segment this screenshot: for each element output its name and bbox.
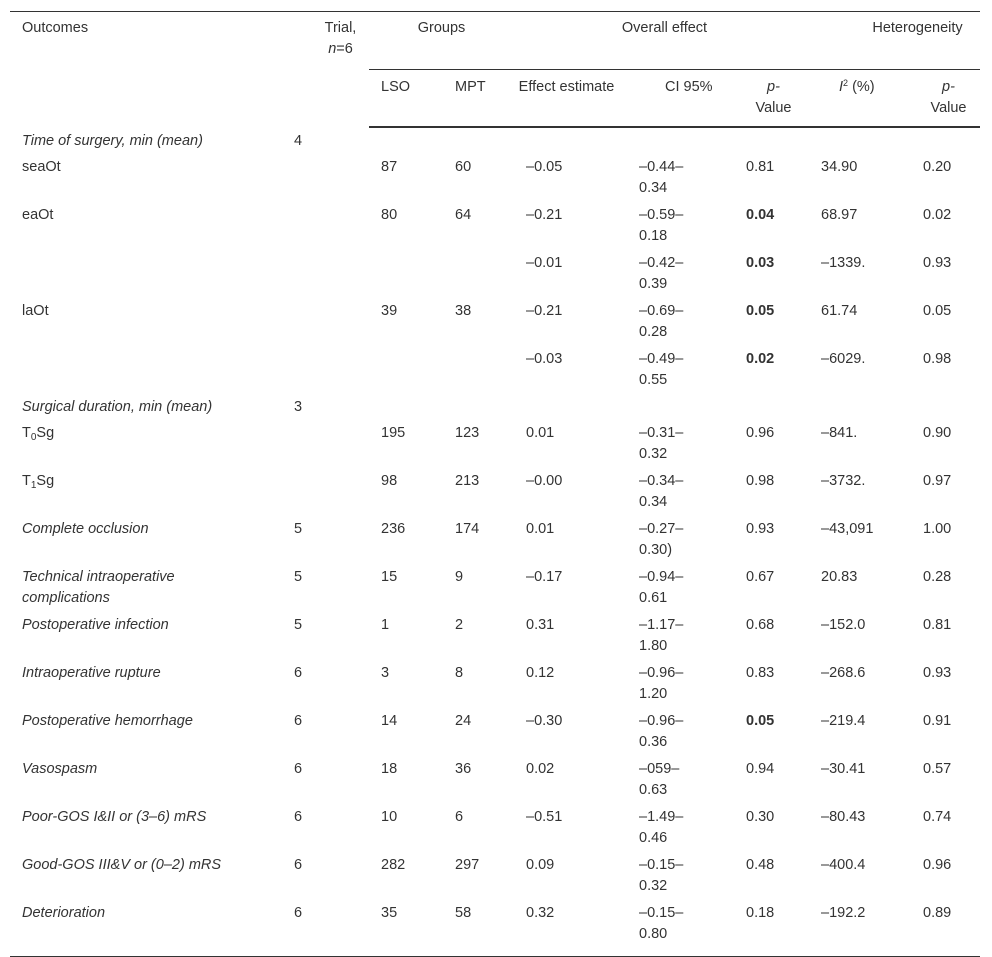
cell-outcome-subscript: 0 xyxy=(30,432,37,443)
ci-lower: –0.96– xyxy=(639,713,684,729)
header-i2-i: I xyxy=(839,79,844,95)
cell-p-value: 0.68 xyxy=(746,617,775,633)
ci-upper: 0.46 xyxy=(639,830,668,846)
cell-ci95 xyxy=(625,851,738,899)
cell-outcome: Good-GOS III&V or (0–2) mRS xyxy=(22,857,222,873)
cell-effect-estimate: 0.32 xyxy=(514,899,625,957)
table-row xyxy=(10,393,980,419)
table-row xyxy=(10,707,980,755)
cell-p-value: 0.05 xyxy=(746,713,775,729)
cell-effect-estimate: 0.09 xyxy=(526,857,555,873)
table-row xyxy=(10,611,980,659)
table-row xyxy=(10,153,980,201)
cell-ci95 xyxy=(625,803,738,851)
cell-het-p-value xyxy=(917,127,980,153)
table-row xyxy=(10,899,980,957)
ci-upper: 0.30) xyxy=(639,542,673,558)
ci-lower: –0.31– xyxy=(639,425,684,441)
cell-trial xyxy=(294,249,369,297)
cell-mpt xyxy=(443,127,514,153)
cell-outcome: Surgical duration, min (mean) xyxy=(22,399,213,415)
cell-i2: –6029. xyxy=(821,351,866,367)
cell-ci95 xyxy=(625,201,738,249)
cell-p-value: 0.05 xyxy=(746,303,775,319)
header-trial-n: n xyxy=(328,41,337,57)
cell-lso: 98 xyxy=(381,473,398,489)
cell-ci95 xyxy=(625,249,738,297)
cell-effect-estimate: –0.30 xyxy=(526,713,563,729)
cell-trial xyxy=(294,467,369,515)
cell-p-value: 0.30 xyxy=(746,809,775,825)
header-row-1 xyxy=(10,12,980,70)
ci-upper: 0.28 xyxy=(639,324,668,340)
cell-outcome-text: T xyxy=(22,425,31,441)
cell-mpt: 24 xyxy=(455,713,472,729)
cell-i2: –192.2 xyxy=(815,899,917,957)
cell-i2: 61.74 xyxy=(821,303,858,319)
header-lso: LSO xyxy=(369,70,443,128)
cell-mpt: 297 xyxy=(455,857,480,873)
cell-effect-estimate: –0.05 xyxy=(526,159,563,175)
table-row xyxy=(10,419,980,467)
cell-effect-estimate xyxy=(514,127,625,153)
cell-het-p-value: 0.97 xyxy=(923,473,952,489)
table-row xyxy=(10,127,980,153)
header-p-value xyxy=(738,70,815,128)
ci-upper: 1.20 xyxy=(639,686,668,702)
cell-p-value: 0.93 xyxy=(746,521,775,537)
cell-outcome: Postoperative hemorrhage xyxy=(22,713,193,729)
cell-p-value: 0.98 xyxy=(746,473,775,489)
ci-lower: –0.96– xyxy=(639,665,684,681)
cell-i2: –30.41 xyxy=(821,761,866,777)
cell-i2: –219.4 xyxy=(821,713,866,729)
cell-outcome: Intraoperative rupture xyxy=(22,665,161,681)
ci-lower: –0.69– xyxy=(639,303,684,319)
table-row xyxy=(10,249,980,297)
cell-effect-estimate: 0.01 xyxy=(526,425,555,441)
ci-upper: 0.18 xyxy=(639,228,668,244)
ci-lower: –0.15– xyxy=(639,857,684,873)
cell-mpt: 36 xyxy=(455,761,472,777)
cell-het-p-value: 0.57 xyxy=(923,761,952,777)
cell-lso xyxy=(369,127,443,153)
cell-effect-estimate xyxy=(514,393,625,419)
ci-lower: –0.15– xyxy=(639,905,684,921)
cell-trial: 6 xyxy=(294,899,369,957)
table-row xyxy=(10,563,980,611)
cell-lso: 195 xyxy=(381,425,406,441)
cell-p-value: 0.83 xyxy=(746,665,775,681)
header-mpt: MPT xyxy=(443,70,514,128)
cell-outcome: Poor-GOS I&II or (3–6) mRS xyxy=(22,809,207,825)
cell-mpt: 64 xyxy=(455,207,472,223)
cell-mpt: 2 xyxy=(455,617,464,633)
cell-mpt: 9 xyxy=(455,569,464,585)
cell-effect-estimate: –0.01 xyxy=(526,255,563,271)
cell-i2: –268.6 xyxy=(821,665,866,681)
cell-effect-estimate: –0.00 xyxy=(526,473,563,489)
header-groups: Groups xyxy=(369,12,514,70)
cell-het-p-value: 0.90 xyxy=(923,425,952,441)
cell-ci95 xyxy=(625,345,738,393)
cell-mpt: 38 xyxy=(455,303,472,319)
ci-upper: 1.80 xyxy=(639,638,668,654)
cell-het-p-value: 0.93 xyxy=(923,255,952,271)
cell-het-p-value xyxy=(917,393,980,419)
table-row xyxy=(10,515,980,563)
cell-lso: 282 xyxy=(381,857,406,873)
cell-mpt: 213 xyxy=(455,473,480,489)
cell-mpt: 58 xyxy=(443,899,514,957)
cell-p-value xyxy=(738,127,815,153)
header-p-value-p: p- xyxy=(767,79,780,95)
cell-trial: 6 xyxy=(294,665,303,681)
cell-ci95 xyxy=(625,899,738,957)
cell-lso: 10 xyxy=(381,809,398,825)
header-p-value-v: Value xyxy=(755,100,792,116)
ci-lower: –0.34– xyxy=(639,473,684,489)
cell-het-p-value: 0.74 xyxy=(923,809,952,825)
ci-lower: –1.49– xyxy=(639,809,684,825)
ci-upper: 0.32 xyxy=(639,446,668,462)
cell-i2: –43,091 xyxy=(821,521,874,537)
cell-p-value: 0.94 xyxy=(746,761,775,777)
ci-upper: 0.36 xyxy=(639,734,668,750)
cell-p-value: 0.48 xyxy=(746,857,775,873)
cell-p-value xyxy=(738,393,815,419)
ci-lower: –0.44– xyxy=(639,159,684,175)
cell-trial: 6 xyxy=(294,857,303,873)
cell-mpt: 8 xyxy=(455,665,464,681)
header-het-p-value-p: p- xyxy=(942,79,955,95)
cell-outcome: Time of surgery, min (mean) xyxy=(22,133,203,149)
cell-lso: 80 xyxy=(381,207,398,223)
cell-p-value: 0.03 xyxy=(746,255,775,271)
header-ci95: CI 95% xyxy=(625,70,738,128)
cell-het-p-value: 0.81 xyxy=(923,617,952,633)
table-row xyxy=(10,851,980,899)
cell-outcome: Deterioration xyxy=(10,899,294,957)
cell-het-p-value: 1.00 xyxy=(923,521,952,537)
cell-lso: 39 xyxy=(381,303,398,319)
cell-ci95 xyxy=(625,755,738,803)
cell-i2: 20.83 xyxy=(821,569,858,585)
cell-het-p-value: 0.20 xyxy=(923,159,952,175)
cell-ci95 xyxy=(625,515,738,563)
header-effect-estimate: Effect estimate xyxy=(514,70,625,128)
cell-ci95 xyxy=(625,659,738,707)
cell-het-p-value: 0.91 xyxy=(923,713,952,729)
cell-trial: 6 xyxy=(294,713,303,729)
ci-upper: 0.61 xyxy=(639,590,668,606)
cell-outcome-text: Sg xyxy=(36,425,55,441)
table-row xyxy=(10,803,980,851)
cell-lso: 35 xyxy=(369,899,443,957)
cell-het-p-value: 0.89 xyxy=(917,899,980,957)
cell-mpt xyxy=(443,249,514,297)
cell-outcome xyxy=(10,467,294,515)
cell-lso: 18 xyxy=(381,761,398,777)
cell-ci95 xyxy=(625,563,738,611)
header-overall-effect: Overall effect xyxy=(514,12,815,70)
cell-i2: –3732. xyxy=(821,473,866,489)
header-heterogeneity: Heterogeneity xyxy=(815,12,980,70)
cell-ci95 xyxy=(625,127,738,153)
cell-trial xyxy=(294,419,369,467)
ci-lower: –0.59– xyxy=(639,207,684,223)
cell-p-value: 0.81 xyxy=(746,159,775,175)
cell-outcome-subscript: 1 xyxy=(30,480,37,491)
header-trial-line1: Trial, xyxy=(324,20,357,36)
meta-analysis-table xyxy=(10,11,980,957)
table-row xyxy=(10,755,980,803)
cell-ci95 xyxy=(625,419,738,467)
cell-mpt xyxy=(443,393,514,419)
cell-lso: 15 xyxy=(381,569,398,585)
table-row xyxy=(10,201,980,249)
cell-mpt: 6 xyxy=(455,809,464,825)
cell-outcome: Vasospasm xyxy=(22,761,98,777)
cell-effect-estimate: –0.21 xyxy=(526,303,563,319)
ci-upper: 0.34 xyxy=(639,494,668,510)
cell-het-p-value: 0.02 xyxy=(923,207,952,223)
cell-i2: 34.90 xyxy=(821,159,858,175)
cell-ci95 xyxy=(625,153,738,201)
cell-p-value: 0.96 xyxy=(746,425,775,441)
cell-i2: –80.43 xyxy=(821,809,866,825)
header-outcomes: Outcomes xyxy=(10,12,294,128)
cell-i2: 68.97 xyxy=(821,207,858,223)
cell-trial xyxy=(294,345,369,393)
ci-lower: –0.42– xyxy=(639,255,684,271)
cell-ci95 xyxy=(625,467,738,515)
cell-p-value: 0.67 xyxy=(746,569,775,585)
cell-outcome: eaOt xyxy=(22,207,54,223)
ci-upper: 0.39 xyxy=(639,276,668,292)
table-row xyxy=(10,345,980,393)
cell-mpt: 123 xyxy=(455,425,480,441)
cell-p-value: 0.18 xyxy=(738,899,815,957)
cell-effect-estimate: 0.01 xyxy=(526,521,555,537)
table-body xyxy=(10,127,980,957)
cell-effect-estimate: –0.21 xyxy=(526,207,563,223)
cell-ci95 xyxy=(625,297,738,345)
cell-mpt: 60 xyxy=(455,159,472,175)
cell-trial: 6 xyxy=(294,761,303,777)
cell-outcome: Complete occlusion xyxy=(22,521,149,537)
cell-outcome-text: T xyxy=(22,473,31,489)
cell-outcome xyxy=(10,249,294,297)
cell-het-p-value: 0.96 xyxy=(923,857,952,873)
cell-lso xyxy=(369,393,443,419)
cell-trial: 5 xyxy=(294,617,303,633)
ci-upper: 0.55 xyxy=(639,372,668,388)
header-i2-sup: 2 xyxy=(843,78,849,88)
table-row xyxy=(10,297,980,345)
ci-upper: 0.34 xyxy=(639,180,668,196)
cell-ci95 xyxy=(625,707,738,755)
header-i2-pct: (%) xyxy=(848,79,875,95)
cell-lso: 3 xyxy=(381,665,390,681)
cell-p-value: 0.02 xyxy=(746,351,775,367)
cell-lso xyxy=(369,345,443,393)
cell-trial: 5 xyxy=(294,521,303,537)
cell-het-p-value: 0.28 xyxy=(923,569,952,585)
header-trial-eq: =6 xyxy=(336,41,353,57)
cell-ci95 xyxy=(625,611,738,659)
ci-lower: –1.17– xyxy=(639,617,684,633)
ci-upper: 0.80 xyxy=(639,926,668,942)
cell-outcome-text: Sg xyxy=(36,473,55,489)
cell-outcome xyxy=(10,419,294,467)
cell-effect-estimate: 0.31 xyxy=(526,617,555,633)
cell-lso: 87 xyxy=(381,159,398,175)
header-het-p-value xyxy=(917,70,980,128)
ci-lower: –0.94– xyxy=(639,569,684,585)
cell-het-p-value: 0.98 xyxy=(923,351,952,367)
cell-mpt xyxy=(443,345,514,393)
cell-trial xyxy=(294,297,369,345)
cell-outcome: Technical intraoperative complications xyxy=(22,569,175,606)
cell-trial xyxy=(294,201,369,249)
ci-lower: –0.49– xyxy=(639,351,684,367)
cell-outcome: Postoperative infection xyxy=(22,617,169,633)
header-trial xyxy=(294,12,369,128)
cell-ci95 xyxy=(625,393,738,419)
header-het-p-value-v: Value xyxy=(930,100,967,116)
cell-mpt: 174 xyxy=(455,521,480,537)
cell-lso: 1 xyxy=(381,617,390,633)
cell-effect-estimate: 0.12 xyxy=(526,665,555,681)
cell-i2 xyxy=(815,127,917,153)
cell-het-p-value: 0.05 xyxy=(923,303,952,319)
cell-i2: –152.0 xyxy=(821,617,866,633)
cell-effect-estimate: –0.03 xyxy=(526,351,563,367)
cell-i2: –400.4 xyxy=(821,857,866,873)
cell-lso: 236 xyxy=(381,521,406,537)
cell-trial xyxy=(294,153,369,201)
results-table-container xyxy=(10,11,980,957)
table-row xyxy=(10,659,980,707)
cell-i2: –1339. xyxy=(821,255,866,271)
ci-upper: 0.63 xyxy=(639,782,668,798)
cell-effect-estimate: –0.17 xyxy=(526,569,563,585)
cell-het-p-value: 0.93 xyxy=(923,665,952,681)
cell-trial: 4 xyxy=(294,133,303,149)
ci-upper: 0.32 xyxy=(639,878,668,894)
cell-trial: 5 xyxy=(294,569,303,585)
cell-effect-estimate: –0.51 xyxy=(526,809,563,825)
cell-outcome xyxy=(10,345,294,393)
cell-outcome: laOt xyxy=(22,303,49,319)
cell-effect-estimate: 0.02 xyxy=(526,761,555,777)
header-i2 xyxy=(815,70,917,128)
cell-lso xyxy=(369,249,443,297)
cell-trial: 6 xyxy=(294,809,303,825)
cell-i2 xyxy=(815,393,917,419)
cell-trial: 3 xyxy=(294,399,303,415)
cell-p-value: 0.04 xyxy=(746,207,775,223)
ci-lower: –0.27– xyxy=(639,521,684,537)
cell-i2: –841. xyxy=(821,425,858,441)
ci-lower: –059– xyxy=(639,761,680,777)
table-row xyxy=(10,467,980,515)
cell-lso: 14 xyxy=(381,713,398,729)
cell-outcome: seaOt xyxy=(22,159,61,175)
